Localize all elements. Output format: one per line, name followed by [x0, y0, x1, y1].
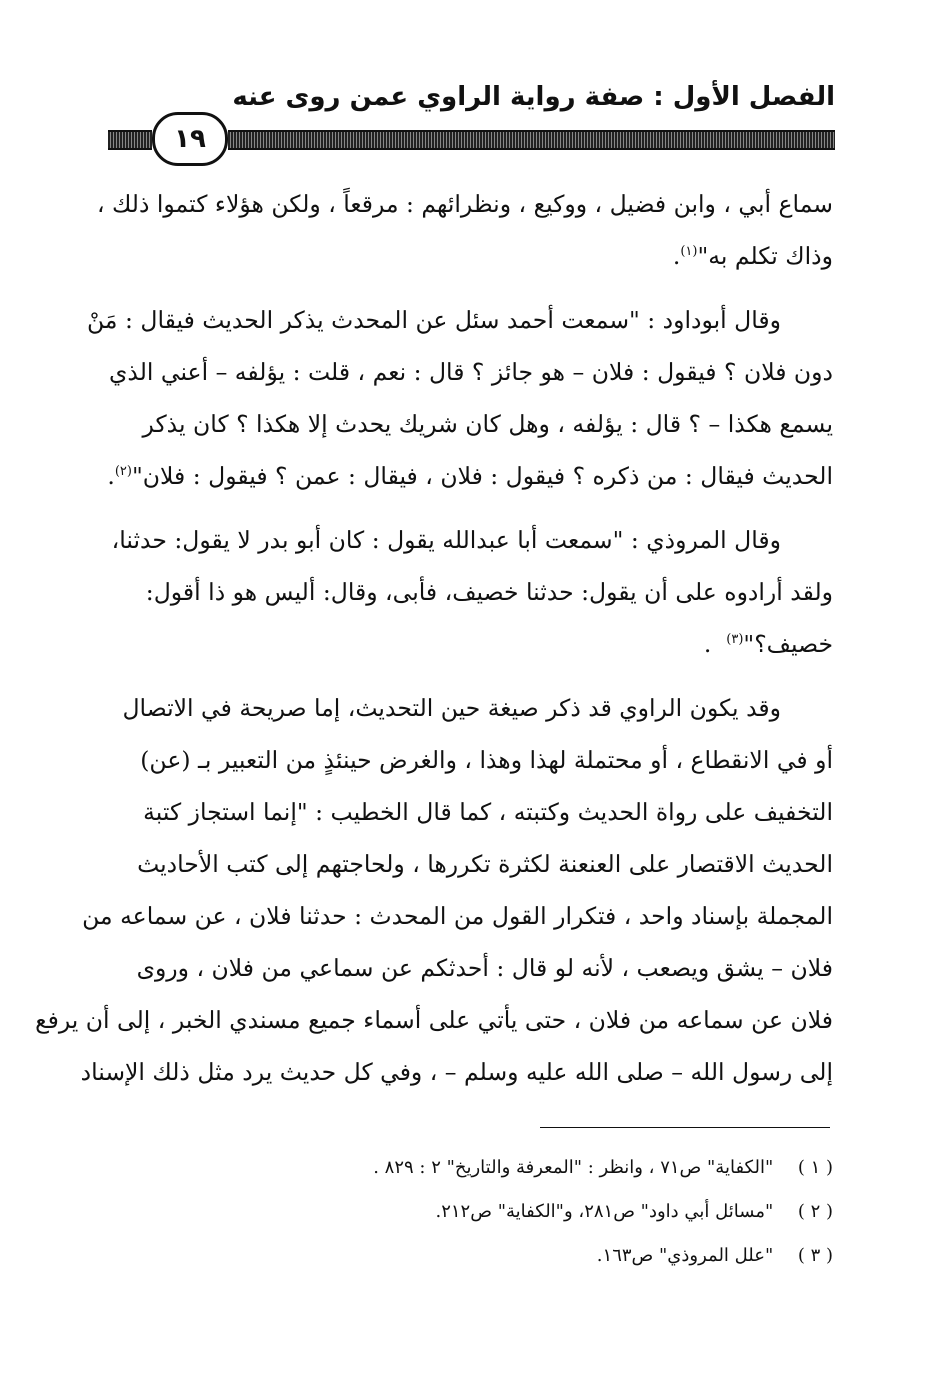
footnote-item	[113, 1190, 833, 1234]
text-line: يسمع هكذا – ؟ قال : يؤلفه ، وهل كان شريك يحدث إلا هكذا ؟ كان يذكر	[142, 410, 833, 438]
footnote-item	[113, 1146, 833, 1190]
header-rule-right	[228, 130, 835, 150]
footnote-divider	[540, 1127, 830, 1128]
line-end-dot: .	[703, 630, 712, 658]
footnote-text: "الكفاية" ص٧١ ، وانظر : "المعرفة والتاريخ" ٢ : ٨٢٩ .	[373, 1157, 774, 1178]
text-line-content: خصيف؟"	[743, 630, 833, 658]
footnote-ref: (١)	[680, 244, 698, 260]
text-line: إلى رسول الله – صلى الله عليه وسلم – ، وفي كل حديث يرد مثل ذلك الإسناد	[80, 1058, 833, 1086]
header-rule-left	[108, 130, 152, 150]
page-number: ١٩	[174, 124, 206, 154]
text-line-content: الحديث فيقال : من ذكره ؟ فيقول : فلان ، فيقال : عمن ؟ فيقول : فلان"	[131, 462, 833, 490]
main-text	[35, 178, 833, 1098]
chapter-title: الفصل الأول : صفة رواية الراوي عمن روى عنه	[232, 82, 835, 112]
text-line	[107, 450, 833, 502]
text-line	[112, 230, 833, 282]
text-line-content: وذاك تكلم به"	[697, 242, 833, 270]
text-line: وقال أبوداود : "سمعت أحمد سئل عن المحدث يذكر الحديث فيقال : مَنْ	[87, 306, 781, 334]
footnote-ref: (٢)	[114, 464, 132, 480]
text-line: أو في الانقطاع ، أو محتملة لهذا وهذا ، والغرض حينئذٍ من التعبير بـ (عن)	[140, 746, 833, 774]
text-line: سماع أبي ، وابن فضيل ، ووكيع ، ونظرائهم : مرقعاً ، ولكن هؤلاء كتموا ذلك ،	[96, 190, 833, 218]
footnote-text: "مسائل أبي داود" ص٢٨١، و"الكفاية" ص٢١٢.	[435, 1201, 774, 1222]
page-number-badge	[152, 112, 228, 166]
footnote-number: ( ٢ )	[797, 1201, 833, 1222]
line-end-dot: .	[672, 242, 681, 270]
text-line: وقد يكون الراوي قد ذكر صيغة حين التحديث، إما صريحة في الاتصال	[122, 694, 781, 722]
text-line: فلان – يشق ويصعب ، لأنه لو قال : أحدثكم عن سماعي من فلان ، وروى	[136, 954, 833, 982]
text-line: دون فلان ؟ فيقول : فلان – هو جائز ؟ قال : نعم ، قلت : يؤلفه – أعني الذي	[108, 358, 833, 386]
line-end-dot: .	[107, 462, 115, 490]
text-line: التخفيف على رواة الحديث وكتبته ، كما قال الخطيب : "إنما استجاز كتبة	[143, 798, 833, 826]
footnote-number: ( ١ )	[797, 1157, 833, 1178]
footnote-number: ( ٣ )	[797, 1245, 833, 1266]
footnote-ref: (٣)	[726, 632, 744, 648]
text-line: المجملة بإسناد واحد ، فتكرار القول من المحدث : حدثنا فلان ، عن سماعه من	[82, 902, 833, 930]
footnotes	[113, 1146, 833, 1278]
text-line: ولقد أرادوه على أن يقول: حدثنا خصيف، فأبى، وقال: أليس هو ذا أقول:	[145, 578, 833, 606]
footnote-text: "علل المروذي" ص١٦٣.	[596, 1245, 774, 1266]
footnote-item	[113, 1234, 833, 1278]
text-line: وقال المروذي : "سمعت أبا عبدالله يقول : كان أبو بدر لا يقول: حدثنا،	[111, 526, 781, 554]
text-line: الحديث الاقتصار على العنعنة لكثرة تكررها ، ولحاجتهم إلى كتب الأحاديث	[137, 850, 833, 878]
text-line	[112, 618, 833, 670]
text-line: فلان عن سماعه من فلان ، حتى يأتي على أسماء جميع مسندي الخبر ، إلى أن يرفع	[35, 1006, 833, 1034]
